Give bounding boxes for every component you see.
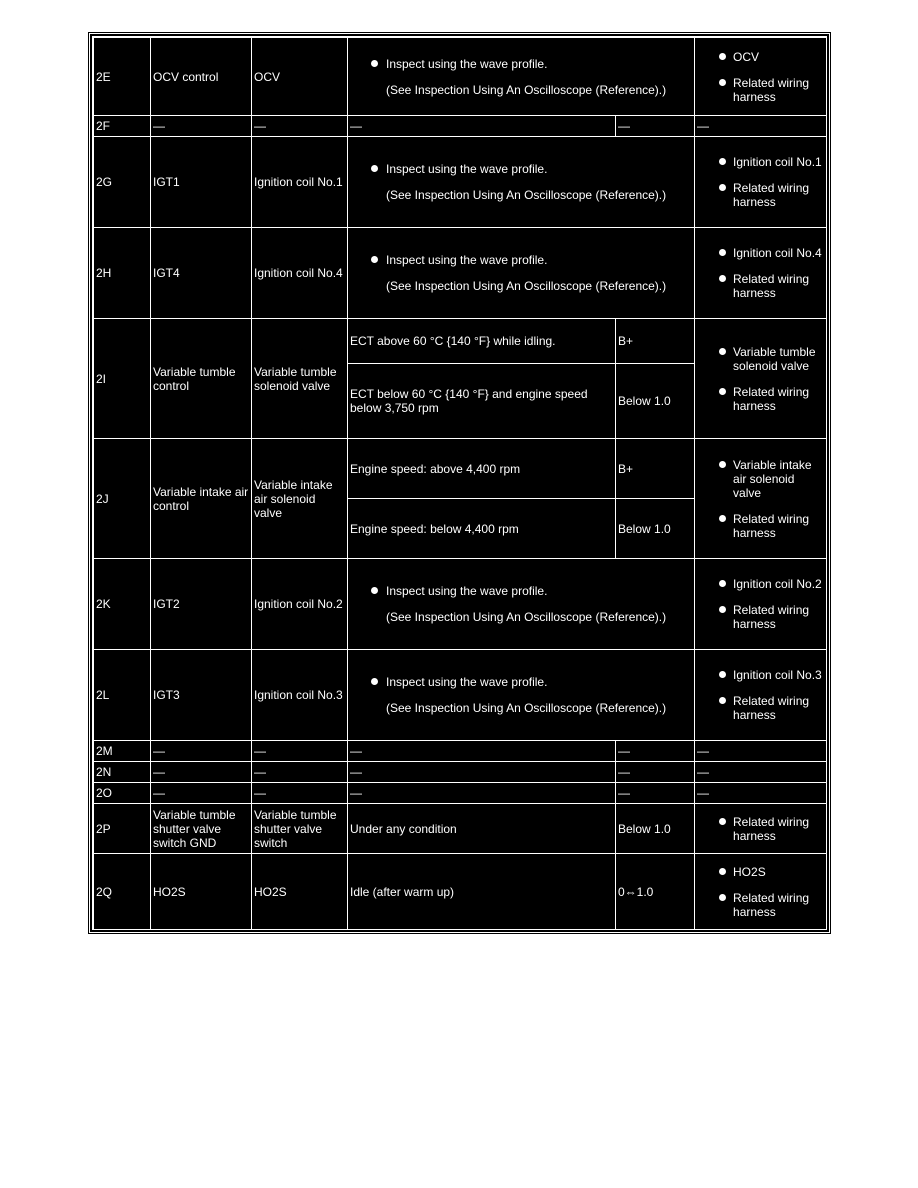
signal-cell: Variable intake air control: [151, 439, 252, 559]
table-row: [94, 783, 827, 804]
voltage-cell: Below 1.0: [616, 364, 695, 439]
inspect-bullet: Inspect using the wave profile.: [386, 675, 692, 689]
connected-to-cell: —: [252, 762, 348, 783]
voltage-cell: 0⇔1.0: [616, 854, 695, 930]
action-cell: [695, 228, 827, 319]
connected-to-cell: HO2S: [252, 854, 348, 930]
signal-cell: Variable tumble shutter valve switch GND: [151, 804, 252, 854]
connected-to-cell: Ignition coil No.3: [252, 650, 348, 741]
voltage-cell: —: [616, 762, 695, 783]
action-item: Related wiring harness: [697, 891, 824, 919]
table-row: [94, 559, 827, 650]
signal-cell: —: [151, 783, 252, 804]
signal-cell: IGT2: [151, 559, 252, 650]
action-cell: [695, 559, 827, 650]
condition-cell: Engine speed: below 4,400 rpm: [348, 499, 616, 559]
inspect-bullet: Inspect using the wave profile.: [386, 584, 692, 598]
action-item: HO2S: [697, 865, 824, 879]
terminal-cell: 2O: [94, 783, 151, 804]
signal-cell: —: [151, 762, 252, 783]
inspect-bullet: Inspect using the wave profile.: [386, 57, 692, 71]
table-row: [94, 319, 827, 364]
action-item: Ignition coil No.3: [697, 668, 824, 682]
voltage-cell: —: [616, 741, 695, 762]
terminal-cell: 2P: [94, 804, 151, 854]
inspect-reference: (See Inspection Using An Oscilloscope (Reference).): [386, 82, 667, 97]
signal-cell: HO2S: [151, 854, 252, 930]
action-item: Related wiring harness: [697, 603, 824, 631]
terminal-cell: 2F: [94, 116, 151, 137]
action-item: Related wiring harness: [697, 76, 824, 104]
table-row: [94, 804, 827, 854]
action-cell: —: [695, 762, 827, 783]
table-row: [94, 741, 827, 762]
connected-to-cell: Variable tumble solenoid valve: [252, 319, 348, 439]
condition-cell: —: [348, 741, 616, 762]
action-item: OCV: [697, 50, 824, 64]
action-item: Related wiring harness: [697, 512, 824, 540]
terminal-cell: 2H: [94, 228, 151, 319]
connected-to-cell: Ignition coil No.4: [252, 228, 348, 319]
connected-to-cell: —: [252, 741, 348, 762]
signal-cell: IGT3: [151, 650, 252, 741]
signal-cell: IGT4: [151, 228, 252, 319]
terminal-cell: 2L: [94, 650, 151, 741]
condition-cell: —: [348, 116, 616, 137]
connected-to-cell: Ignition coil No.1: [252, 137, 348, 228]
connected-to-cell: Variable intake air solenoid valve: [252, 439, 348, 559]
connected-to-cell: Variable tumble shutter valve switch: [252, 804, 348, 854]
action-item: Ignition coil No.2: [697, 577, 824, 591]
action-cell: [695, 650, 827, 741]
voltage-cell: B+: [616, 439, 695, 499]
table-row: [94, 116, 827, 137]
inspect-reference: (See Inspection Using An Oscilloscope (Reference).): [386, 610, 667, 624]
voltage-cell: Below 1.0: [616, 499, 695, 559]
table-row: [94, 762, 827, 783]
action-cell: —: [695, 783, 827, 804]
terminal-cell: 2Q: [94, 854, 151, 930]
connected-to-cell: OCV: [252, 38, 348, 116]
inspect-bullet: Inspect using the wave profile.: [386, 253, 692, 267]
condition-cell: Engine speed: above 4,400 rpm: [348, 439, 616, 499]
voltage-cell: B+: [616, 319, 695, 364]
inspect-reference: (See Inspection Using An Oscilloscope (Reference).): [386, 701, 667, 715]
terminal-cell: 2G: [94, 137, 151, 228]
terminal-cell: 2E: [94, 38, 151, 116]
signal-cell: OCV control: [151, 38, 252, 116]
action-cell: [695, 137, 827, 228]
voltage-cell: —: [616, 116, 695, 137]
action-item: Related wiring harness: [697, 694, 824, 722]
voltage-cell: —: [616, 783, 695, 804]
connected-to-cell: —: [252, 783, 348, 804]
table-row: [94, 228, 827, 319]
inspection-cell: [348, 650, 695, 741]
terminal-cell: 2M: [94, 741, 151, 762]
action-item: Related wiring harness: [697, 181, 824, 209]
table-row: [94, 439, 827, 499]
signal-cell: —: [151, 116, 252, 137]
inspection-cell: [348, 38, 695, 116]
action-cell: [695, 854, 827, 930]
document-page: [89, 33, 830, 933]
action-item: Related wiring harness: [697, 385, 824, 413]
terminal-cell: 2N: [94, 762, 151, 783]
table-row: [94, 650, 827, 741]
action-cell: [695, 804, 827, 854]
terminal-table: [93, 37, 827, 930]
action-cell: —: [695, 741, 827, 762]
action-cell: —: [695, 116, 827, 137]
table-row: [94, 854, 827, 930]
condition-cell: ECT above 60 °C {140 °F} while idling.: [348, 319, 616, 364]
condition-cell: Idle (after warm up): [348, 854, 616, 930]
inspection-cell: [348, 228, 695, 319]
signal-cell: Variable tumble control: [151, 319, 252, 439]
table-row: [94, 137, 827, 228]
inspection-cell: [348, 559, 695, 650]
action-item: Variable intake air solenoid valve: [697, 458, 824, 500]
condition-cell: Under any condition: [348, 804, 616, 854]
action-item: Ignition coil No.4: [697, 246, 824, 260]
inspection-cell: [348, 137, 695, 228]
terminal-cell: 2J: [94, 439, 151, 559]
condition-cell: —: [348, 762, 616, 783]
action-item: Ignition coil No.1: [697, 155, 824, 169]
inspect-reference: (See Inspection Using An Oscilloscope (Reference).): [386, 279, 667, 293]
inspect-reference: (See Inspection Using An Oscilloscope (Reference).): [386, 188, 667, 202]
table-row: [94, 38, 827, 116]
voltage-cell: Below 1.0: [616, 804, 695, 854]
action-cell: [695, 439, 827, 559]
action-cell: [695, 38, 827, 116]
action-item: Related wiring harness: [697, 815, 824, 843]
terminal-cell: 2I: [94, 319, 151, 439]
signal-cell: —: [151, 741, 252, 762]
signal-cell: IGT1: [151, 137, 252, 228]
condition-cell: —: [348, 783, 616, 804]
condition-cell: ECT below 60 °C {140 °F} and engine speed below 3,750 rpm: [348, 364, 616, 439]
inspect-bullet: Inspect using the wave profile.: [386, 162, 692, 176]
action-item: Variable tumble solenoid valve: [697, 345, 824, 373]
action-item: Related wiring harness: [697, 272, 824, 300]
terminal-cell: 2K: [94, 559, 151, 650]
action-cell: [695, 319, 827, 439]
connected-to-cell: —: [252, 116, 348, 137]
connected-to-cell: Ignition coil No.2: [252, 559, 348, 650]
